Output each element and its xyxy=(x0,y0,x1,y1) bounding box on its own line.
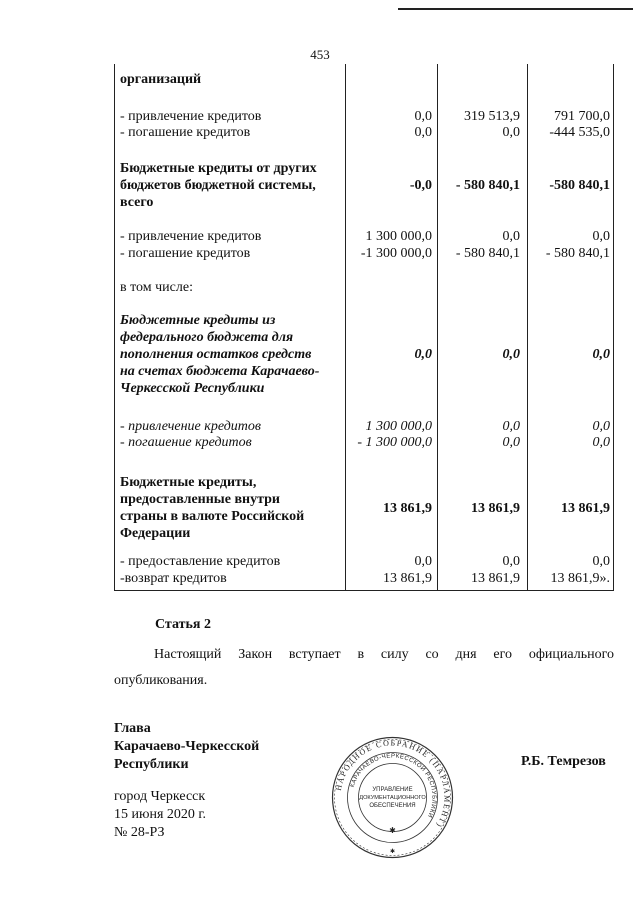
cell-value-col3: 0,0 xyxy=(592,347,610,362)
cell-value-col1: 13 861,9 xyxy=(383,571,432,586)
row-label-line: - привлечение кредитов xyxy=(120,109,262,124)
cell-value-col2: 0,0 xyxy=(502,125,520,140)
row-label xyxy=(120,312,344,397)
top-border-line xyxy=(398,8,633,10)
row-label-line: федерального бюджета для xyxy=(120,330,294,345)
row-label xyxy=(120,124,344,141)
article-text-line-1: Настоящий Закон вступает в силу со дня его официального xyxy=(154,647,614,662)
row-label xyxy=(120,570,344,587)
seal-center-line: ОБЕСПЕЧЕНИЯ xyxy=(369,803,416,809)
cell-value-col3: -580 840,1 xyxy=(549,178,610,193)
row-label xyxy=(120,553,344,570)
cell-value-col1: 0,0 xyxy=(414,347,432,362)
seal-center-line: УПРАВЛЕНИЕ xyxy=(372,787,413,793)
seal-center-line: ДОКУМЕНТАЦИОННОГО xyxy=(359,795,426,801)
city-line: город Черкесск xyxy=(114,789,206,804)
cell-value-col2: - 580 840,1 xyxy=(455,246,520,261)
row-label xyxy=(120,434,344,451)
cell-value-col3: 0,0 xyxy=(592,435,610,450)
seal-outer-text: НАРОДНОЕ СОБРАНИЕ (ПАРЛАМЕНТ) xyxy=(333,738,452,830)
signatory-position-line: Карачаево-Черкесской xyxy=(114,739,260,754)
cell-value-col1: 0,0 xyxy=(414,554,432,569)
cell-value-col3: 0,0 xyxy=(592,419,610,434)
official-seal xyxy=(330,735,455,860)
article-text-line-2: опубликования. xyxy=(114,673,208,688)
cell-value-col3: 13 861,9». xyxy=(550,571,610,586)
cell-value-col3: 791 700,0 xyxy=(554,109,610,124)
article-text xyxy=(114,642,614,694)
row-label-line: страны в валюте Российской xyxy=(120,509,305,524)
row-label-line: - привлечение кредитов xyxy=(120,419,261,434)
row-label xyxy=(120,279,344,296)
place-and-date xyxy=(114,788,206,842)
cell-value-col1: - 1 300 000,0 xyxy=(357,435,432,450)
signatory-position-line: Республики xyxy=(114,757,189,772)
row-label-line: - привлечение кредитов xyxy=(120,229,262,244)
row-label xyxy=(120,71,344,88)
cell-value-col1: 13 861,9 xyxy=(383,501,432,516)
cell-value-col2: 13 861,9 xyxy=(471,501,520,516)
cell-value-col1: -0,0 xyxy=(409,178,432,193)
row-label-line: Бюджетные кредиты, xyxy=(120,475,257,490)
cell-value-col1: 1 300 000,0 xyxy=(365,419,432,434)
cell-value-col2: - 580 840,1 xyxy=(455,178,520,193)
cell-value-col1: 0,0 xyxy=(414,109,432,124)
row-label xyxy=(120,245,344,262)
table-vertical-rule xyxy=(114,64,115,590)
date-line: 15 июня 2020 г. xyxy=(114,807,207,822)
cell-value-col2: 0,0 xyxy=(502,419,520,434)
row-label xyxy=(120,228,344,245)
table-bottom-rule xyxy=(114,590,614,591)
seal-star-icon: ✱ xyxy=(389,826,396,835)
row-label-line: предоставленные внутри xyxy=(120,492,280,507)
signatory-name: Р.Б. Темрезов xyxy=(521,754,606,769)
cell-value-col1: 0,0 xyxy=(414,125,432,140)
cell-value-col2: 0,0 xyxy=(502,347,520,362)
row-label-line: - погашение кредитов xyxy=(120,435,252,450)
law-number-line: № 28-РЗ xyxy=(114,825,165,840)
row-label-line: - предоставление кредитов xyxy=(120,554,281,569)
row-label-line: бюджетов бюджетной системы, xyxy=(120,178,316,193)
row-label xyxy=(120,418,344,435)
cell-value-col2: 0,0 xyxy=(502,229,520,244)
cell-value-col2: 319 513,9 xyxy=(464,109,520,124)
row-label-line: пополнения остатков средств xyxy=(120,347,312,362)
cell-value-col3: 13 861,9 xyxy=(561,501,610,516)
cell-value-col1: -1 300 000,0 xyxy=(360,246,432,261)
row-label-line: на счетах бюджета Карачаево- xyxy=(120,364,320,379)
row-label-line: всего xyxy=(120,195,154,210)
seal-inner-text: КАРАЧАЕВО-ЧЕРКЕССКОЙ РЕСПУБЛИКИ xyxy=(349,753,437,819)
row-label-line: -возврат кредитов xyxy=(120,571,227,586)
cell-value-col3: 0,0 xyxy=(592,554,610,569)
page-number: 453 xyxy=(310,47,330,62)
row-label-line: Федерации xyxy=(120,526,191,541)
cell-value-col3: 0,0 xyxy=(592,229,610,244)
cell-value-col3: - 580 840,1 xyxy=(545,246,610,261)
cell-value-col2: 0,0 xyxy=(502,554,520,569)
cell-value-col2: 13 861,9 xyxy=(471,571,520,586)
row-label-line: в том числе: xyxy=(120,280,193,295)
cell-value-col3: -444 535,0 xyxy=(549,125,610,140)
row-label-line: - погашение кредитов xyxy=(120,125,251,140)
article-title: Статья 2 xyxy=(155,617,211,632)
row-label-line: - погашение кредитов xyxy=(120,246,251,261)
row-label xyxy=(120,108,344,125)
table-vertical-rule xyxy=(613,64,614,590)
row-label xyxy=(120,474,344,542)
row-label-line: Бюджетные кредиты от других xyxy=(120,161,317,176)
row-label-line: Черкесской Республики xyxy=(120,381,265,396)
cell-value-col2: 0,0 xyxy=(502,435,520,450)
row-label-line: Бюджетные кредиты из xyxy=(120,313,276,328)
row-label xyxy=(120,160,344,211)
signatory-position xyxy=(114,720,259,774)
signatory-position-line: Глава xyxy=(114,721,151,736)
cell-value-col1: 1 300 000,0 xyxy=(365,229,432,244)
seal-star-icon: ✱ xyxy=(389,849,396,855)
row-label-line: организаций xyxy=(120,72,202,87)
